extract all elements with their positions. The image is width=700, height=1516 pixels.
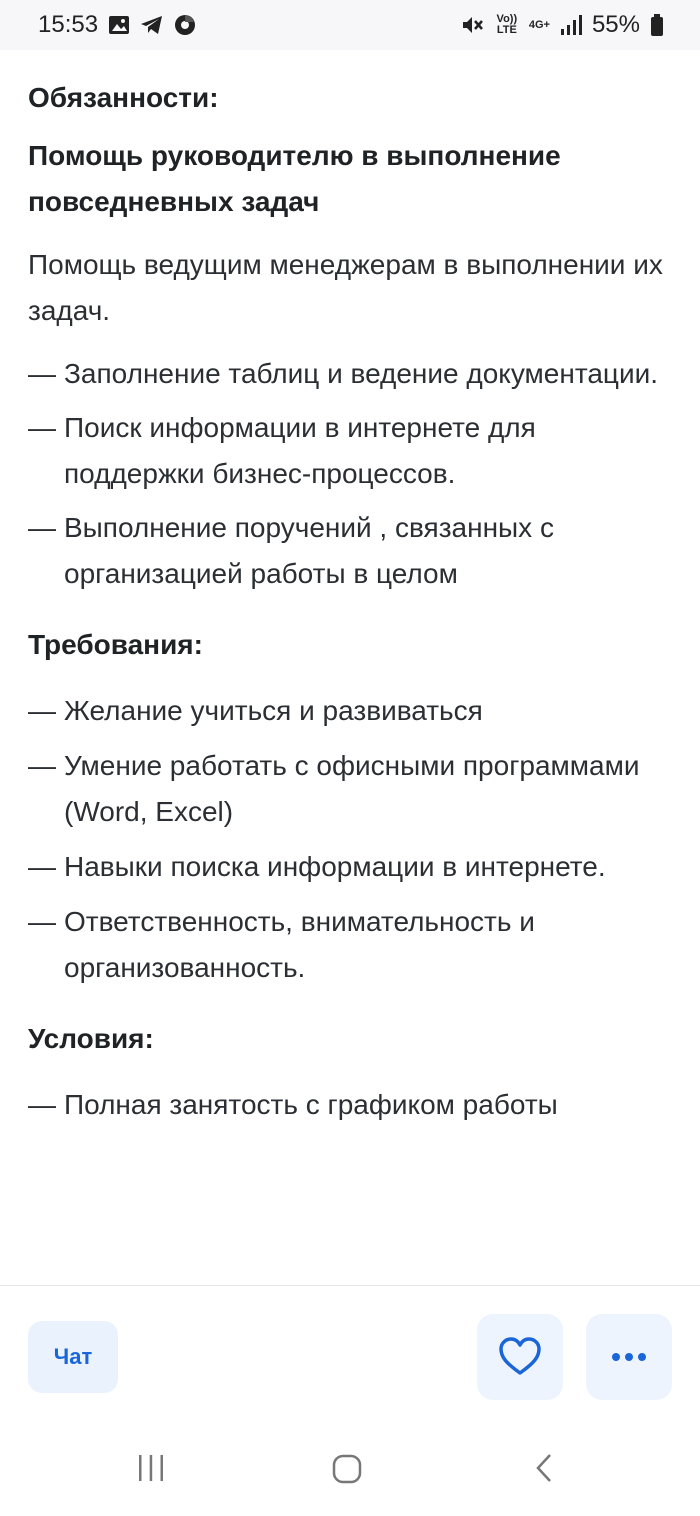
status-right <box>461 11 664 39</box>
list-dash: — <box>28 358 56 389</box>
status-left <box>38 11 196 39</box>
recent-apps-icon[interactable] <box>136 1453 166 1483</box>
list-dash: — <box>28 1089 56 1120</box>
list-dash: — <box>28 695 56 726</box>
list-item <box>28 844 670 890</box>
list-item <box>28 743 670 835</box>
conditions-heading: Условия: <box>28 1023 154 1054</box>
list-item <box>28 505 670 597</box>
list-item-text: Выполнение поручений , связанных с организацией работы в целом <box>64 512 554 589</box>
volte-icon: Vo)) LTE <box>496 13 518 36</box>
4g-icon: 4G+ <box>528 18 550 31</box>
list-item <box>28 405 670 497</box>
status-bar <box>0 0 700 50</box>
conditions-list <box>28 1082 670 1128</box>
list-item <box>28 1082 670 1128</box>
list-item-text: Заполнение таблиц и ведение документации. <box>64 358 659 389</box>
vacancy-description[interactable] <box>0 50 700 1285</box>
list-item-text: Умение работать с офисными программами (Word, Excel) <box>64 750 640 827</box>
list-dash: — <box>28 906 56 937</box>
more-button[interactable] <box>586 1314 672 1400</box>
battery-icon <box>650 13 664 37</box>
list-dash: — <box>28 412 56 443</box>
more-dots-icon <box>611 1352 647 1362</box>
list-item-text: Полная занятость с графиком работы <box>64 1089 558 1120</box>
list-item <box>28 351 670 397</box>
duties-subheading: Помощь руководителю в выполнение повседневных задач <box>28 140 561 217</box>
requirements-list <box>28 688 670 991</box>
bottom-action-bar <box>0 1285 700 1415</box>
duties-list <box>28 351 670 597</box>
mute-icon <box>461 14 485 36</box>
back-icon[interactable] <box>530 1453 560 1483</box>
battery-percent: 55% <box>591 11 640 38</box>
home-icon[interactable] <box>331 1453 363 1485</box>
intro-text: Помощь ведущим менеджерам в выполнении их задач. <box>28 249 663 326</box>
list-dash: — <box>28 512 56 543</box>
list-item-text: Желание учиться и развиваться <box>64 695 483 726</box>
list-item-text: Навыки поиска информации в интернете. <box>64 851 606 882</box>
favorite-button[interactable] <box>477 1314 563 1400</box>
heart-icon <box>498 1337 542 1377</box>
list-item <box>28 688 670 734</box>
list-item-text: Поиск информации в интернете для поддержки бизнес-процессов. <box>64 412 536 489</box>
system-nav-bar <box>0 1415 700 1516</box>
list-dash: — <box>28 750 56 781</box>
list-item <box>28 899 670 991</box>
image-icon <box>108 14 130 36</box>
duties-heading: Обязанности: <box>28 82 219 113</box>
status-time: 15:53 <box>38 11 99 38</box>
telegram-icon <box>140 14 164 36</box>
signal-icon <box>560 14 582 36</box>
chat-button[interactable]: Чат <box>28 1321 118 1393</box>
requirements-heading: Требования: <box>28 629 203 660</box>
list-dash: — <box>28 851 56 882</box>
chrome-icon <box>174 14 196 36</box>
list-item-text: Ответственность, внимательность и организованность. <box>64 906 535 983</box>
